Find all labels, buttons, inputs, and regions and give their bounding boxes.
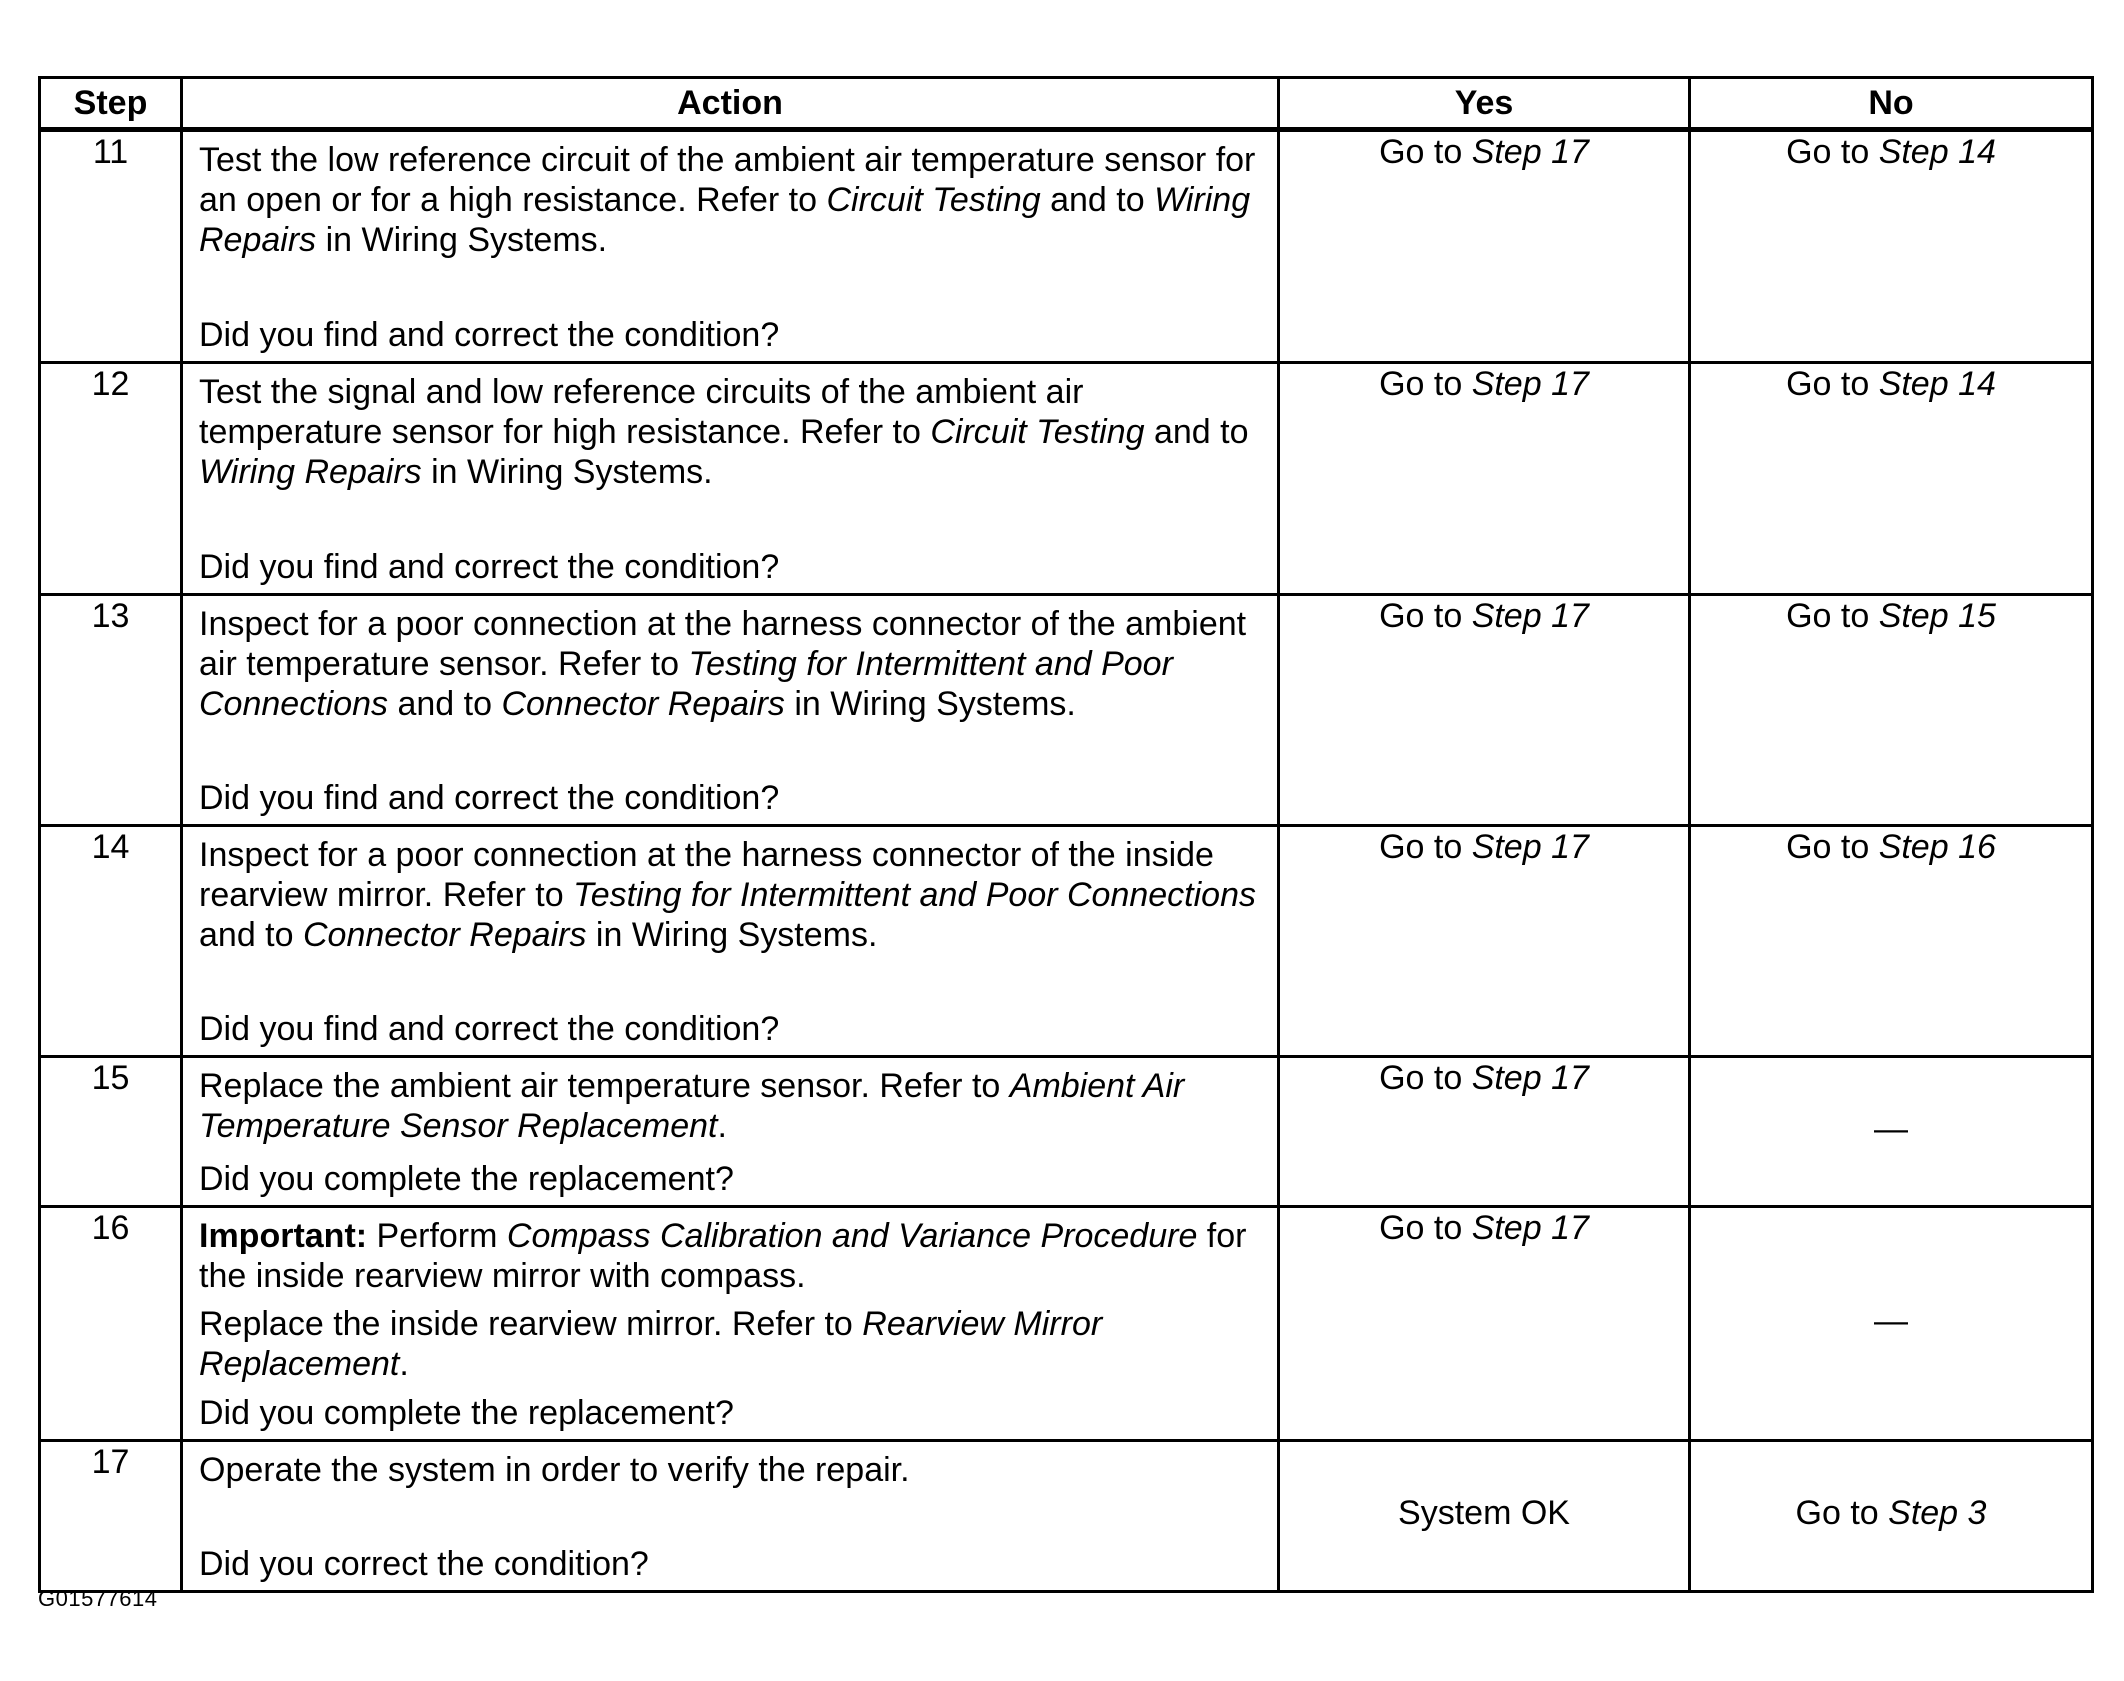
- action-content: [199, 140, 1265, 355]
- text-run: Test the low reference circuit of the ambient air temperature sensor for an open or for a high resistance. Refer to: [199, 141, 1256, 219]
- text-run: .: [717, 1107, 727, 1145]
- action-paragraph: [199, 1450, 1265, 1490]
- table-row: [40, 1441, 2093, 1592]
- action-question: Did you find and correct the condition?: [199, 779, 780, 817]
- reference-run: Testing for Intermittent and Poor Connections: [573, 876, 1256, 914]
- action-cell: [182, 595, 1279, 826]
- text-run: Test the signal and low reference circuits of the ambient air temperature sensor for high resistance. Refer to: [199, 373, 1084, 451]
- text-run: in Wiring Systems.: [316, 221, 608, 259]
- step-number: 17: [40, 1441, 182, 1592]
- text-run: Replace the ambient air temperature sensor. Refer to: [199, 1067, 1010, 1105]
- action-instructions: [199, 372, 1265, 492]
- text-run: and to: [199, 916, 303, 954]
- text-run: in Wiring Systems.: [586, 916, 878, 954]
- no-result: [1690, 595, 2093, 826]
- diagnostic-table: [38, 76, 2094, 1593]
- header-action: Action: [182, 78, 1279, 130]
- action-content: [199, 604, 1265, 818]
- table-row: [40, 363, 2093, 595]
- action-instructions: [199, 1450, 1265, 1490]
- text-run: Go to: [1786, 597, 1879, 635]
- action-instructions: [199, 835, 1265, 955]
- reference-run: Step 3: [1888, 1494, 1987, 1532]
- reference-run: Rearview Mirror Replacement: [199, 1305, 1103, 1383]
- text-run: in Wiring Systems.: [784, 685, 1076, 723]
- text-run: —: [1874, 1109, 1908, 1148]
- reference-run: Testing for Intermittent and Poor Connections: [199, 645, 1173, 723]
- text-run: Go to: [1379, 828, 1472, 866]
- reference-run: Compass Calibration and Variance Procedure: [506, 1217, 1198, 1255]
- yes-result: [1279, 130, 1690, 363]
- step-number: 16: [40, 1207, 182, 1441]
- step-number: 15: [40, 1057, 182, 1207]
- figure-id: G01577614: [38, 1586, 158, 1611]
- text-run: Replace the inside rearview mirror. Refer to: [199, 1305, 863, 1343]
- action-cell: [182, 363, 1279, 595]
- action-question: Did you correct the condition?: [199, 1545, 649, 1583]
- action-paragraph: [199, 604, 1265, 724]
- action-paragraph: [199, 1066, 1265, 1146]
- no-result: [1690, 1441, 2093, 1592]
- step-number: 12: [40, 363, 182, 595]
- reference-run: Step 16: [1878, 828, 1996, 866]
- table-row: [40, 130, 2093, 363]
- no-result: [1690, 1057, 2093, 1207]
- text-run: Go to: [1379, 1059, 1472, 1097]
- reference-run: Step 17: [1471, 1059, 1589, 1097]
- bold-run: Important:: [199, 1217, 368, 1255]
- text-run: and to: [1040, 181, 1155, 219]
- text-run: Go to: [1379, 1209, 1472, 1247]
- action-cell: [182, 1057, 1279, 1207]
- action-question: Did you complete the replacement?: [199, 1394, 734, 1432]
- no-result: [1690, 826, 2093, 1057]
- reference-run: Step 17: [1471, 597, 1589, 635]
- yes-result: [1279, 595, 1690, 826]
- action-instructions: [199, 1216, 1265, 1384]
- header-step: Step: [40, 78, 182, 130]
- action-content: [199, 372, 1265, 587]
- text-run: System OK: [1398, 1494, 1570, 1532]
- action-cell: [182, 826, 1279, 1057]
- reference-run: Step 17: [1471, 365, 1589, 403]
- yes-result: [1279, 1057, 1690, 1207]
- text-run: and to: [1144, 413, 1249, 451]
- action-paragraph: [199, 1304, 1265, 1384]
- reference-run: Step 14: [1878, 133, 1996, 171]
- text-run: Go to: [1786, 133, 1879, 171]
- action-content: [199, 1066, 1265, 1199]
- no-result: [1690, 1207, 2093, 1441]
- action-instructions: [199, 604, 1265, 724]
- table-row: [40, 1207, 2093, 1441]
- table-row: [40, 595, 2093, 826]
- header-no: No: [1690, 78, 2093, 130]
- step-number: 13: [40, 595, 182, 826]
- text-run: —: [1874, 1301, 1908, 1340]
- no-result: [1690, 130, 2093, 363]
- table-body: [40, 130, 2093, 1592]
- action-content: [199, 1450, 1265, 1584]
- action-content: [199, 1216, 1265, 1433]
- action-question: Did you find and correct the condition?: [199, 316, 780, 354]
- text-run: Inspect for a poor connection at the harness connector of the inside rearview mirror. Refer to: [199, 836, 1214, 914]
- action-instructions: [199, 140, 1265, 260]
- yes-result: [1279, 363, 1690, 595]
- reference-run: Step 17: [1471, 1209, 1589, 1247]
- action-paragraph: [199, 1216, 1265, 1296]
- header-yes: Yes: [1279, 78, 1690, 130]
- step-number: 11: [40, 130, 182, 363]
- action-instructions: [199, 1066, 1265, 1146]
- text-run: for the inside rearview mirror with compass.: [199, 1217, 1247, 1295]
- text-run: Go to: [1379, 597, 1472, 635]
- text-run: Perform: [367, 1217, 507, 1255]
- table-row: [40, 826, 2093, 1057]
- reference-run: Step 14: [1878, 365, 1996, 403]
- text-run: in Wiring Systems.: [421, 453, 713, 491]
- text-run: Go to: [1786, 828, 1879, 866]
- yes-result: [1279, 1207, 1690, 1441]
- action-paragraph: [199, 372, 1265, 492]
- reference-run: Ambient Air Temperature Sensor Replacement: [199, 1067, 1185, 1145]
- text-run: .: [399, 1345, 409, 1383]
- text-run: Go to: [1795, 1494, 1889, 1532]
- reference-run: Connector Repairs: [501, 685, 785, 723]
- reference-run: Circuit Testing: [930, 413, 1145, 451]
- reference-run: Step 17: [1471, 828, 1589, 866]
- action-paragraph: [199, 835, 1265, 955]
- action-paragraph: [199, 140, 1265, 260]
- reference-run: Circuit Testing: [826, 181, 1041, 219]
- action-question: Did you find and correct the condition?: [199, 1010, 780, 1048]
- text-run: Go to: [1379, 133, 1472, 171]
- table-row: [40, 1057, 2093, 1207]
- reference-run: Connector Repairs: [302, 916, 587, 954]
- text-run: Operate the system in order to verify the repair.: [199, 1451, 910, 1489]
- reference-run: Step 15: [1878, 597, 1996, 635]
- yes-result: [1279, 826, 1690, 1057]
- action-cell: [182, 130, 1279, 363]
- header-row: [40, 78, 2093, 130]
- step-number: 14: [40, 826, 182, 1057]
- text-run: Inspect for a poor connection at the harness connector of the ambient air temperature sensor. Refer to: [199, 605, 1247, 683]
- action-cell: [182, 1207, 1279, 1441]
- action-content: [199, 835, 1265, 1049]
- reference-run: Step 17: [1471, 133, 1589, 171]
- action-question: Did you complete the replacement?: [199, 1160, 734, 1198]
- reference-run: Wiring Repairs: [199, 453, 422, 491]
- reference-run: Wiring Repairs: [199, 181, 1251, 259]
- yes-result: [1279, 1441, 1690, 1592]
- text-run: and to: [388, 685, 502, 723]
- text-run: Go to: [1786, 365, 1879, 403]
- text-run: Go to: [1379, 365, 1472, 403]
- action-question: Did you find and correct the condition?: [199, 548, 780, 586]
- action-cell: [182, 1441, 1279, 1592]
- no-result: [1690, 363, 2093, 595]
